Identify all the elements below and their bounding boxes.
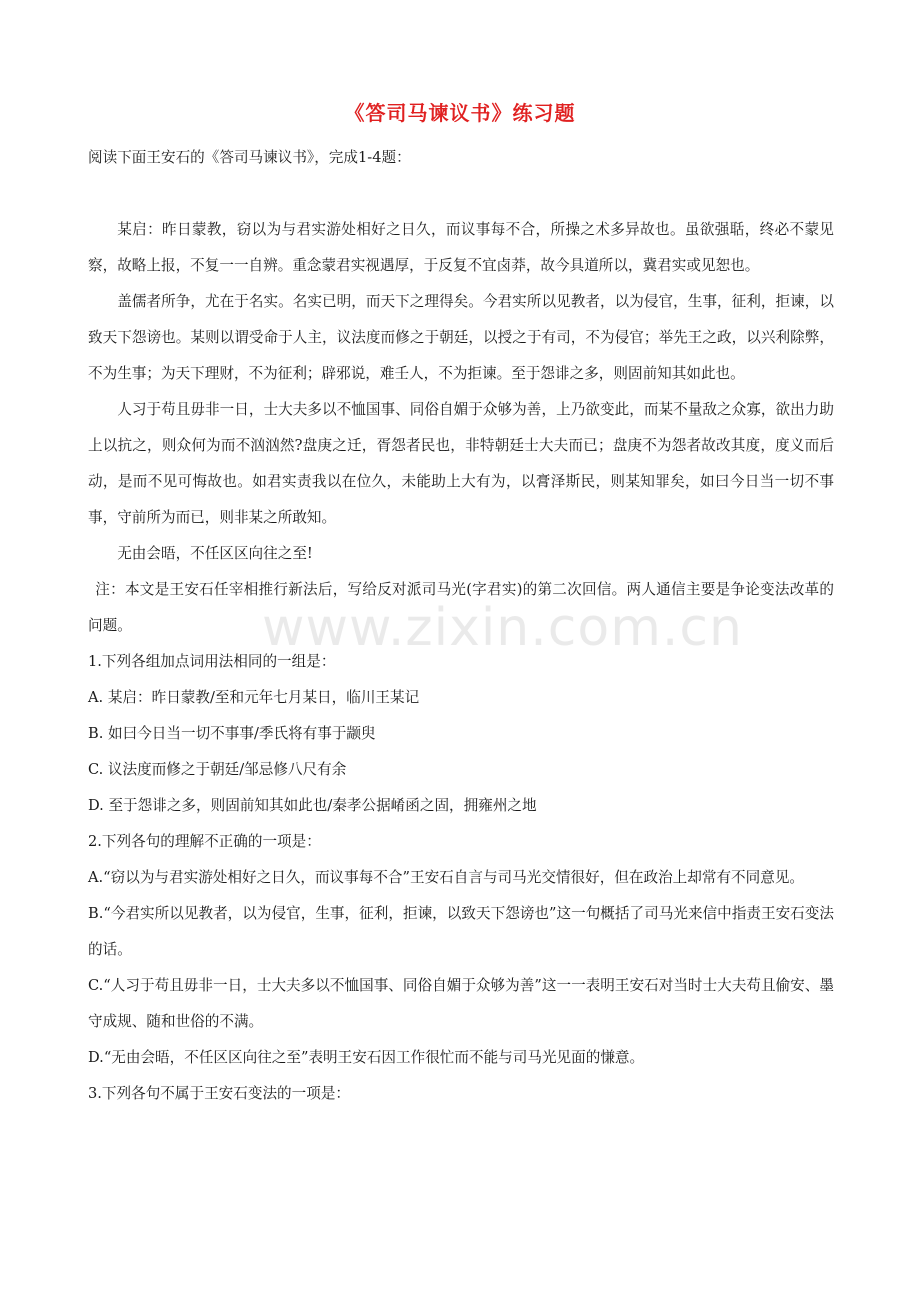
question-2-option-d: D.“无由会晤，不任区区向往之至”表明王安石因工作很忙而不能与司马光见面的慊意。 — [88, 1049, 645, 1066]
passage-paragraph-1: 某启：昨日蒙教，窃以为与君实游处相好之日久，而议事每不合，所操之术多异故也。虽欲强聒，终必不蒙见察，故略上报，不复一一自辨。重念蒙君实视遇厚，于反复不宜卤莽，故今具道所以，冀君实或见恕也。 — [88, 221, 834, 274]
passage-paragraph-2: 盖儒者所争，尤在于名实。名实已明，而天下之理得矣。今君实所以见教者，以为侵官，生事，征利，拒谏，以致天下怨谤也。某则以谓受命于人主，议法度而修之于朝廷，以授之于有司，不为侵官；举先王之政，以兴利除弊，不为生事；为天下理财，不为征利；辟邪说，难壬人，不为拒谏。至于怨诽之多，则固前知其如此也。 — [88, 293, 834, 382]
question-2-option-c: C.“人习于苟且毋非一日，士大夫多以不恤国事、同俗自媚于众够为善”这一一表明王安石对当时士大夫苟且偷安、墨守成规、随和世俗的不满。 — [88, 977, 834, 1030]
question-2-stem: 2.下列各句的理解不正确的一项是： — [88, 833, 321, 850]
question-1-option-d: D. 至于怨诽之多，则固前知其如此也/秦孝公据崤函之固，拥雍州之地 — [88, 797, 537, 814]
question-1-stem: 1.下列各组加点词用法相同的一组是： — [88, 653, 336, 670]
passage-paragraph-3: 人习于苟且毋非一日，士大夫多以不恤国事、同俗自媚于众够为善，上乃欲变此，而某不量敌之众寡，欲出力助上以抗之，则众何为而不汹汹然?盘庚之迁，胥怨者民也，非特朝廷士大夫而已；盘庚不为怨者故改其度，度义而后动，是而不见可悔故也。如君实责我以在位久，未能助上大有为，以膏泽斯民，则某知罪矣，如曰今日当一切不事事，守前所为而已，则非某之所敢知。 — [88, 401, 834, 526]
question-2-option-b: B.“今君实所以见教者，以为侵官，生事，征利，拒谏，以致天下怨谤也”这一句概括了司马光来信中指责王安石变法的话。 — [88, 905, 834, 958]
annotation-note: 注：本文是王安石任宰相推行新法后，写给反对派司马光(字君实)的第二次回信。两人通信主要是争论变法改革的问题。 — [88, 581, 834, 634]
page-title: 《答司马谏议书》练习题 — [344, 101, 576, 125]
question-1-option-c: C. 议法度而修之于朝廷/邹忌修八尺有余 — [88, 761, 347, 778]
intro-text: 阅读下面王安石的《答司马谏议书》，完成1-4题： — [88, 149, 411, 166]
question-1-option-b: B. 如曰今日当一切不事事/季氏将有事于颛臾 — [88, 725, 376, 742]
question-2-option-a: A.“窃以为与君实游处相好之日久，而议事每不合”王安石自言与司马光交情很好，但在政治上却常有不同意见。 — [88, 869, 805, 886]
document-body — [88, 140, 834, 1112]
passage-paragraph-4: 无由会晤，不任区区向往之至! — [117, 545, 313, 562]
question-1-option-a: A. 某启：昨日蒙教/至和元年七月某日，临川王某记 — [88, 689, 420, 706]
question-3-stem: 3.下列各句不属于王安石变法的一项是： — [88, 1085, 351, 1102]
watermark: www.zixin.com.cn — [262, 598, 743, 658]
